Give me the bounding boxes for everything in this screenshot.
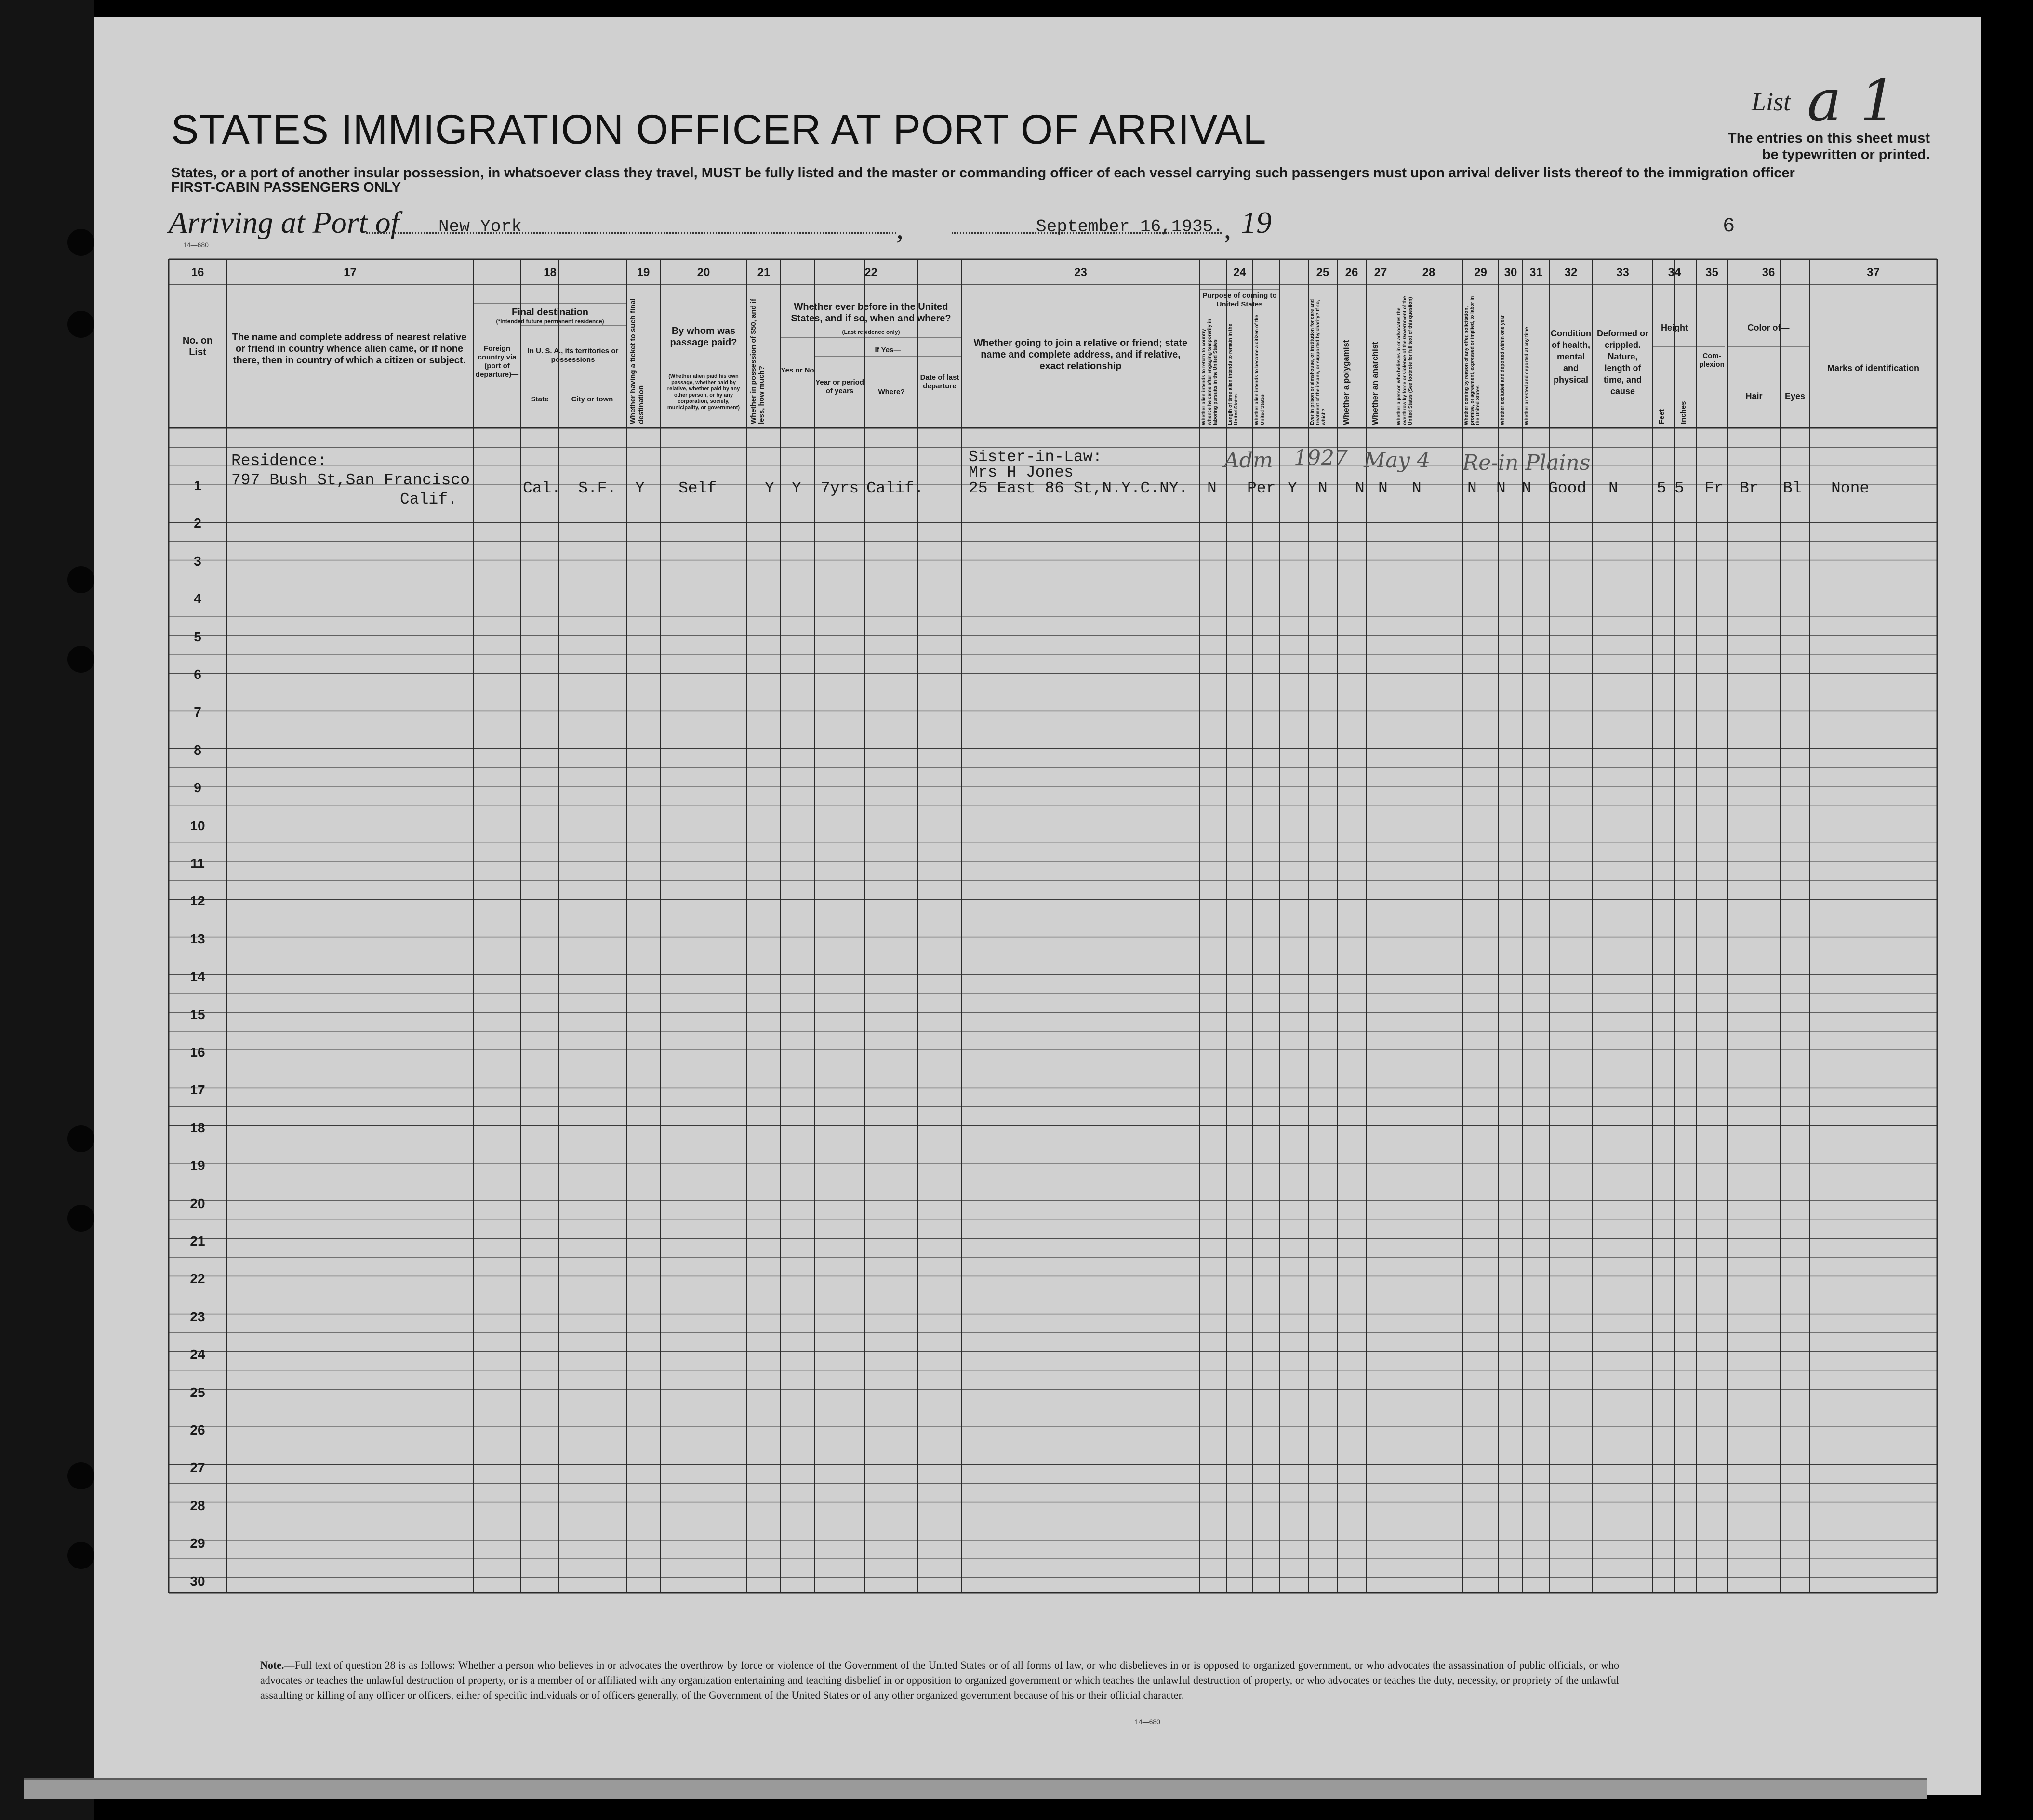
header-health: Condition of health, mental and physical: [1551, 329, 1591, 385]
header-passage-paid: By whom was passage paid?: [670, 326, 737, 348]
entry-ticket: Y: [635, 479, 645, 497]
entry-state: Cal.: [523, 479, 561, 497]
header-purpose: Purpose of coming to United States: [1202, 292, 1277, 308]
row-number: 3: [194, 553, 201, 569]
entry-deformed: N: [1608, 479, 1618, 497]
header-period-years: Year or period of years: [815, 378, 864, 395]
handwritten-annotation: May 4: [1364, 448, 1431, 473]
header-height: Height: [1661, 323, 1688, 332]
header-city: City or town: [571, 395, 613, 403]
page-title: STATES IMMIGRATION OFFICER AT PORT OF ARRIVAL: [171, 106, 1267, 153]
header-color-of: Color of—: [1747, 323, 1790, 332]
sheet-number: 6: [1723, 214, 1735, 238]
header-fifty-dollars: Whether in possession of $50, and if less, how much?: [749, 298, 766, 424]
header-foreign-country: Foreign country via (port of departure)—: [475, 345, 519, 379]
entry-join-line2: Mrs H Jones: [969, 464, 1074, 481]
instruction-notice: States, or a port of another insular possession, in whatsoever class they travel, MUST be fully listed and the master or commanding officer of each vessel carrying such passengers must upon arrival deliver lists thereof to the immigration officer: [171, 165, 1795, 181]
entry-hair: Br: [1740, 479, 1759, 497]
header-hair: Hair: [1745, 391, 1763, 401]
list-number-handwritten: a 1: [1807, 67, 1897, 134]
row-number: 30: [190, 1573, 205, 1589]
row-number: 12: [190, 893, 205, 909]
footnote-label: Note.: [260, 1659, 284, 1671]
row-number: 8: [194, 742, 201, 757]
header-last-departure: Date of last departure: [920, 373, 959, 390]
row-number: 21: [190, 1234, 205, 1249]
entry-overthrow: N: [1412, 479, 1422, 497]
header-purpose-citizen: Whether alien intends to become a citizen of the United States: [1254, 315, 1265, 425]
row-number: 29: [190, 1536, 205, 1551]
row-number: 1: [194, 478, 201, 493]
comma-separator: ,: [896, 213, 904, 244]
year-prefix: 19: [1241, 205, 1272, 239]
header-anarchist: Whether an anarchist: [1370, 342, 1380, 425]
colnum-34: 34: [1668, 266, 1681, 279]
header-prison: Ever in prison or almshouse, or institution for care and treatment of the insane, or supported by charity? If so, which?: [1310, 299, 1327, 425]
arriving-label: Arriving at Port of: [169, 205, 399, 239]
handwritten-annotation: Re-in Plains: [1462, 451, 1591, 475]
colnum-33: 33: [1616, 266, 1629, 279]
row-number: 2: [194, 516, 201, 531]
arrival-date: September 16,1935.: [1036, 217, 1223, 237]
colnum-20: 20: [697, 266, 710, 279]
colnum-37: 37: [1867, 266, 1880, 279]
colnum-25: 25: [1316, 266, 1329, 279]
footnote-text: —Full text of question 28 is as follows: Whether a person who believes in or advocates the overthrow by force or violence of the Government of the United States or of all forms of law, or who disbelieves in or is opposed to organized government, or who advocates the assassination of public officials, or who advocates or teaches the unlawful destruction of property, or is a member of or affiliated with any organization entertaining and teaching disbelief in or opposition to organized government or which teaches the unlawful destruction of property, or who advocates or teaches the duty, necessity, or propriety of the unlawful assaulting or killing of any officer or officers, either of specific individuals or of officers generally, of the Government of the United States or of any other organized government because of his or their official character.: [260, 1659, 1619, 1701]
entry-prison: N: [1318, 479, 1328, 497]
typewriter-instruction: The entries on this sheet must be typewritten or printed.: [1728, 131, 1930, 162]
row-number: 10: [190, 818, 205, 833]
row-number: 22: [190, 1271, 205, 1287]
header-if-yes: If Yes—: [875, 346, 901, 354]
entry-city: S.F.: [578, 479, 617, 497]
colnum-30: 30: [1504, 266, 1517, 279]
header-no-on-list: No. on List: [182, 335, 213, 358]
entry-passage-paid-by: Self: [678, 479, 717, 497]
header-polygamist: Whether a polygamist: [1342, 340, 1351, 425]
header-in-usa: In U. S. A., its territories or possessions: [527, 347, 619, 364]
colnum-17: 17: [344, 266, 357, 279]
header-final-destination: Final destination: [512, 307, 588, 318]
form-number: 14—680: [183, 241, 209, 249]
entry-arrested: N: [1522, 479, 1531, 497]
row-number: 14: [190, 969, 205, 984]
colnum-21: 21: [757, 266, 771, 279]
comma-separator: ,: [1224, 213, 1231, 244]
row-number: 24: [190, 1347, 205, 1362]
entry-relative-line3: Calif.: [400, 491, 457, 508]
header-arrested: Whether arrested and deported at any time: [1524, 327, 1529, 425]
entry-purpose-return: N: [1207, 479, 1217, 497]
colnum-22: 22: [864, 266, 877, 279]
header-purpose-length: Length of time alien intends to remain in the United States: [1228, 323, 1239, 425]
colnum-16: 16: [191, 266, 204, 279]
colnum-32: 32: [1564, 266, 1578, 279]
handwritten-annotation: 1927: [1294, 446, 1348, 470]
header-eyes: Eyes: [1784, 391, 1806, 401]
header-state: State: [531, 395, 549, 403]
header-ever-before-us-sub: (Last residence only): [842, 329, 900, 335]
footnote: [260, 1658, 1619, 1702]
entry-join-line1: Sister-in-Law:: [969, 448, 1103, 466]
entry-period: 7yrs: [821, 479, 859, 497]
row-number: 28: [190, 1498, 205, 1513]
entry-health: Good: [1548, 479, 1587, 497]
colnum-23: 23: [1074, 266, 1087, 279]
header-complexion: Com-plexion: [1699, 352, 1725, 369]
row-number: 25: [190, 1384, 205, 1400]
entry-relative-line1: Residence:: [231, 452, 327, 470]
entry-relative-line2: 797 Bush St,San Francisco: [231, 471, 470, 489]
entry-has-fifty: Y: [765, 479, 774, 497]
colnum-36: 36: [1762, 266, 1775, 279]
row-number: 26: [190, 1422, 205, 1437]
row-number: 17: [190, 1082, 205, 1098]
colnum-18: 18: [544, 266, 557, 279]
entry-feet: 5: [1657, 479, 1666, 497]
entry-polygamist: N: [1355, 479, 1365, 497]
header-ever-before-us: Whether ever before in the United States, and if so, when and where?: [791, 302, 951, 324]
entry-before-in-us: Y: [792, 479, 801, 497]
entry-offer-labor: N: [1467, 479, 1477, 497]
row-number: 9: [194, 780, 201, 796]
row-number: 20: [190, 1196, 205, 1211]
colnum-35: 35: [1705, 266, 1718, 279]
row-number: 11: [190, 856, 205, 871]
row-number: 7: [194, 704, 201, 720]
header-excluded: Whether excluded and deported within one year: [1500, 315, 1505, 425]
row-number: 27: [190, 1460, 205, 1475]
colnum-27: 27: [1374, 266, 1387, 279]
header-feet: Feet: [1658, 409, 1666, 424]
handwritten-annotation: Adm: [1224, 448, 1273, 473]
row-number: 4: [194, 591, 201, 607]
header-final-destination-sub: (*Intended future permanent residence): [496, 318, 604, 325]
header-offer-labor: Whether coming by reason of any offer, solicitation, promise, or agreement, expressed or implied, to labor in the United States: [1464, 296, 1481, 425]
row-number: 13: [190, 931, 205, 946]
header-yes-no: Yes or No: [781, 366, 814, 374]
row-number: 16: [190, 1045, 205, 1060]
list-label: List: [1752, 87, 1791, 116]
colnum-26: 26: [1345, 266, 1358, 279]
header-deformed: Deformed or crippled. Nature, length of time, and cause: [1596, 329, 1648, 396]
colnum-28: 28: [1422, 266, 1435, 279]
row-number: 5: [194, 629, 201, 644]
row-number: 15: [190, 1007, 205, 1022]
header-overthrow: Whether a person who believes in or advocates the overthrow by force or violence of the Government of the United States (See footnote for full text of this question): [1396, 296, 1413, 425]
header-inches: Inches: [1679, 401, 1688, 424]
cabin-class-label: FIRST-CABIN PASSENGERS ONLY: [171, 180, 401, 195]
header-marks-identification: Marks of identification: [1827, 363, 1920, 373]
header-join-relative: Whether going to join a relative or friend; state name and complete address, and if relative, exact relationship: [973, 338, 1188, 372]
entry-inches: 5: [1674, 479, 1684, 497]
entry-where: Calif.: [866, 479, 924, 497]
header-ticket: Whether having a ticket to such final destination: [629, 298, 645, 424]
header-where: Where?: [878, 388, 905, 396]
entry-purpose-citizen: Y: [1288, 479, 1297, 497]
colnum-19: 19: [637, 266, 650, 279]
entry-anarchist: N: [1378, 479, 1388, 497]
colnum-31: 31: [1529, 266, 1542, 279]
row-number: 23: [190, 1309, 205, 1324]
row-number: 19: [190, 1158, 205, 1173]
port-value: New York: [438, 217, 522, 237]
entry-eyes: Bl: [1783, 479, 1802, 497]
footnote-form-number: 14—680: [1135, 1718, 1160, 1726]
entry-purpose-length: Per: [1247, 479, 1276, 497]
header-purpose-return: Whether alien intends to return to country whence he came after engaging temporarily in laboring pursuits in the United States: [1201, 319, 1218, 425]
header-passage-paid-sub: (Whether alien paid his own passage, whether paid by relative, whether paid by any other person, or by any corporation, society, municipality, or government): [667, 373, 740, 411]
row-number: 6: [194, 667, 201, 682]
colnum-24: 24: [1233, 266, 1246, 279]
row-number: 18: [190, 1120, 205, 1135]
entry-marks: None: [1831, 479, 1870, 497]
colnum-29: 29: [1474, 266, 1487, 279]
entry-join-line3: 25 East 86 St,N.Y.C.NY.: [969, 479, 1188, 497]
header-nearest-relative: The name and complete address of nearest relative or friend in country whence alien came, or if none there, then in country of which a citizen or subject.: [232, 332, 467, 366]
entry-excluded: N: [1496, 479, 1506, 497]
entry-complexion: Fr: [1704, 479, 1724, 497]
